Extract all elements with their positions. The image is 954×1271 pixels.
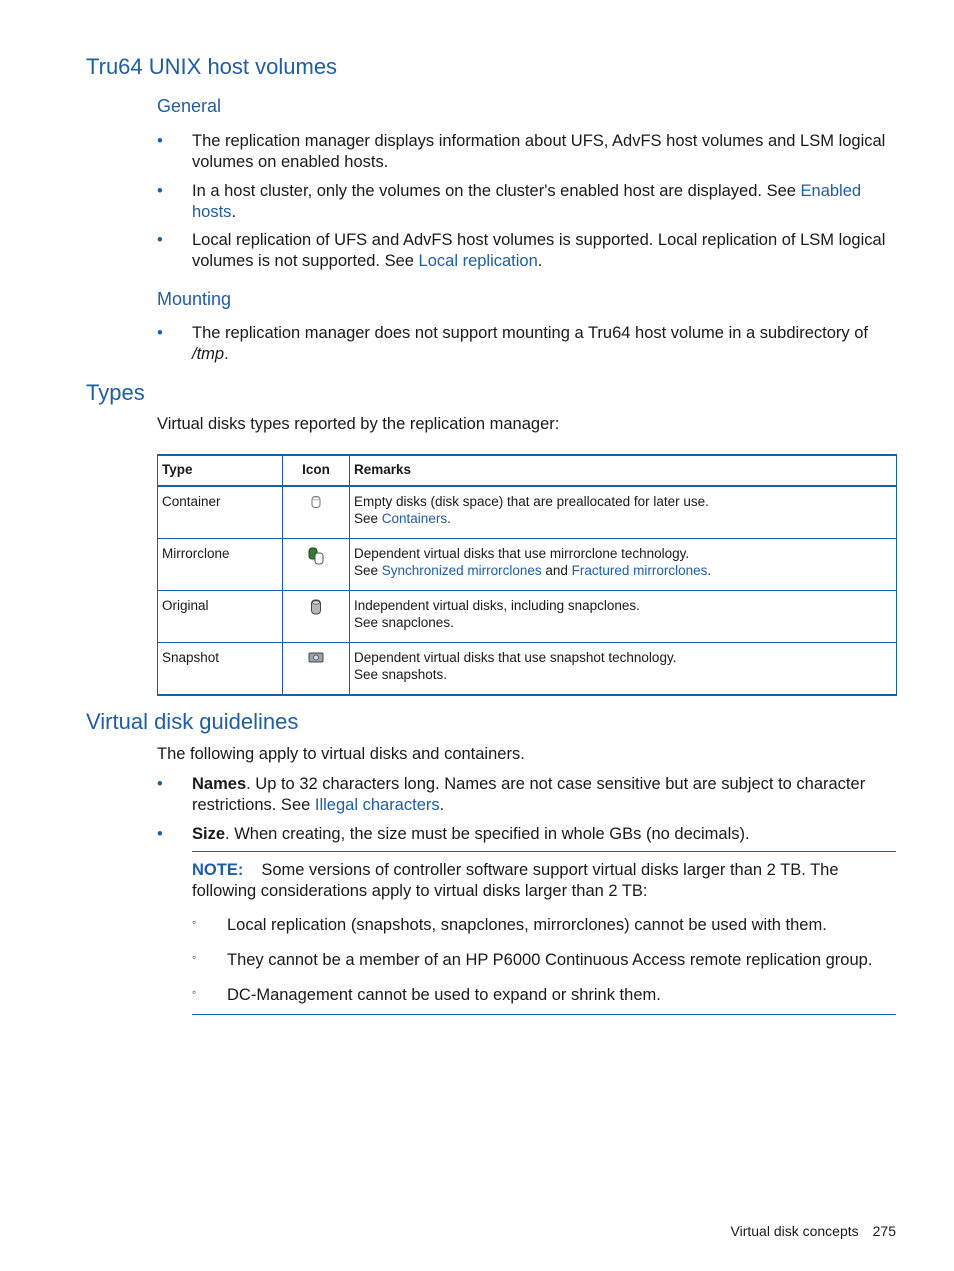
page-footer [731, 1223, 897, 1239]
cell-type: Snapshot [158, 643, 283, 696]
table-row [158, 539, 897, 591]
cell-type: Mirrorclone [158, 539, 283, 591]
column-header-remarks: Remarks [350, 455, 897, 486]
link-enabled-hosts[interactable]: Enabled hosts [192, 182, 862, 221]
column-header-icon: Icon [283, 455, 350, 486]
bullet-icon: • [157, 182, 163, 200]
note-text: NOTE: Some versions of controller software support virtual disks larger than 2 TB. The following considerations apply to virtual disks larger than 2 TB: [192, 861, 839, 900]
circle-bullet-icon: ◦ [192, 950, 197, 964]
bullet-text: The replication manager does not support mounting a Tru64 host volume in a subdirectory of /tmp. [192, 324, 868, 363]
bullet-icon: • [157, 825, 163, 843]
table-row [158, 591, 897, 643]
table-row [158, 643, 897, 696]
cell-icon [283, 643, 350, 696]
heading-types: Types [86, 380, 145, 405]
cell-icon [283, 539, 350, 591]
original-disk-icon [310, 599, 322, 615]
link-synchronized-mirrorclones[interactable]: Synchronized mirrorclones [381, 563, 542, 578]
list-item-text: They cannot be a member of an HP P6000 Continuous Access remote replication group. [227, 951, 873, 969]
cell-remarks: Independent virtual disks, including snapclones. See snapclones. [350, 591, 897, 643]
table-row [158, 486, 897, 539]
bullet-text: The replication manager displays information about UFS, AdvFS host volumes and LSM logical volumes on enabled hosts. [192, 132, 886, 171]
bullet-icon: • [157, 775, 163, 793]
bullet-icon: • [157, 324, 163, 342]
list-item-text: DC-Management cannot be used to expand or shrink them. [227, 986, 661, 1004]
table-header-row [158, 455, 897, 486]
heading-virtual-disk-guidelines: Virtual disk guidelines [86, 709, 299, 734]
cell-icon [283, 486, 350, 539]
cell-type: Original [158, 591, 283, 643]
list-item-text: Local replication (snapshots, snapclones, mirrorclones) cannot be used with them. [227, 916, 827, 934]
link-local-replication[interactable]: Local replication [418, 252, 538, 270]
mirrorclone-icon [307, 547, 325, 565]
link-illegal-characters[interactable]: Illegal characters [314, 796, 440, 814]
circle-bullet-icon: ◦ [192, 915, 197, 929]
link-fractured-mirrorclones[interactable]: Fractured mirrorclones [571, 563, 708, 578]
container-icon [310, 495, 322, 509]
bullet-text: Size. When creating, the size must be specified in whole GBs (no decimals). [192, 825, 750, 843]
types-table [157, 454, 897, 696]
note-label: NOTE: [192, 861, 244, 879]
guidelines-intro: The following apply to virtual disks and containers. [157, 745, 525, 763]
cell-remarks: Empty disks (disk space) that are preallocated for later use. See Containers. [350, 486, 897, 539]
bullet-text: Names. Up to 32 characters long. Names are not case sensitive but are subject to character restrictions. See Illegal characters. [192, 775, 866, 814]
note-box [192, 851, 896, 1015]
circle-bullet-icon: ◦ [192, 985, 197, 999]
cell-type: Container [158, 486, 283, 539]
link-containers[interactable]: Containers [381, 511, 448, 526]
column-header-type: Type [158, 455, 283, 486]
bullet-text: In a host cluster, only the volumes on the cluster's enabled host are displayed. See Enabled hosts. [192, 182, 862, 221]
cell-icon [283, 591, 350, 643]
page-number: 275 [872, 1223, 896, 1239]
bullet-icon: • [157, 132, 163, 150]
cell-remarks: Dependent virtual disks that use snapshot technology. See snapshots. [350, 643, 897, 696]
bullet-icon: • [157, 231, 163, 249]
types-intro: Virtual disks types reported by the replication manager: [157, 415, 560, 433]
subheading-general: General [157, 96, 222, 116]
heading-tru64-host-volumes: Tru64 UNIX host volumes [86, 54, 338, 79]
snapshot-icon [308, 651, 324, 663]
footer-section-title: Virtual disk concepts [730, 1223, 859, 1239]
bullet-text: Local replication of UFS and AdvFS host volumes is supported. Local replication of LSM logical volumes is not supported. See Local replication. [192, 231, 886, 270]
subheading-mounting: Mounting [157, 289, 232, 309]
cell-remarks: Dependent virtual disks that use mirrorclone technology. See Synchronized mirrorclones and Fractured mirrorclones. [350, 539, 897, 591]
